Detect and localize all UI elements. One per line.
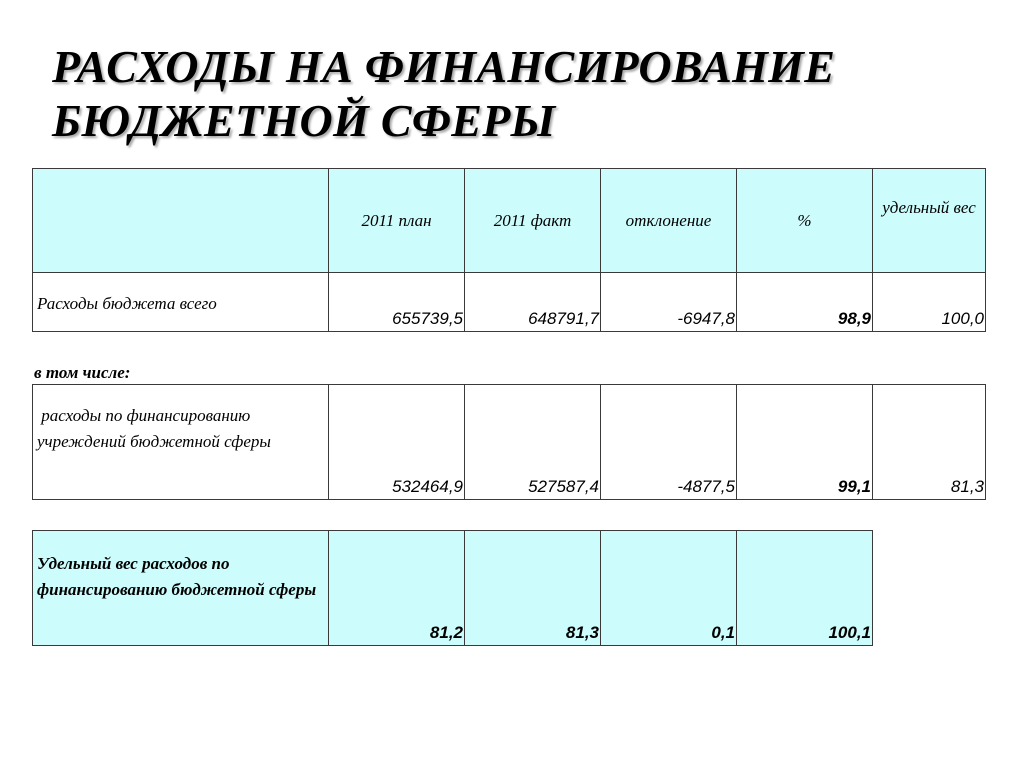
share-row-plan-value: 81,2 [429, 623, 463, 642]
institutions-row-share-cell [872, 384, 986, 500]
institutions-row-percent-cell [736, 384, 873, 500]
total-row-label: Расходы бюджета всего [37, 294, 217, 313]
share-row-percent-value: 100,1 [828, 623, 871, 642]
page-title-line-2: БЮДЖЕТНОЙ СФЕРЫ [52, 95, 556, 146]
institutions-row-plan-value: 532464,9 [392, 477, 463, 496]
share-row-label-cell [32, 530, 329, 646]
institutions-row-plan-cell [328, 384, 465, 500]
page-title-line-1: РАСХОДЫ НА ФИНАНСИРОВАНИЕ [52, 41, 836, 92]
header-cell-plan [328, 168, 465, 273]
total-row-label-cell [32, 272, 329, 332]
share-row-label: Удельный вес расходов по финансированию бюджетной сферы [37, 554, 317, 599]
header-cell-deviation [600, 168, 737, 273]
total-row-percent-cell [736, 272, 873, 332]
share-row-plan-cell [328, 530, 465, 646]
share-row-fact-value: 81,3 [565, 623, 599, 642]
total-row-fact-cell [464, 272, 601, 332]
page-title [52, 40, 835, 148]
institutions-row-label: расходы по финансированию учреждений бюджетной сферы [37, 406, 271, 451]
share-row-fact-cell [464, 530, 601, 646]
institutions-row-share-value: 81,3 [950, 477, 984, 496]
header-cell-share [872, 168, 986, 273]
total-row-deviation-cell [600, 272, 737, 332]
share-row-deviation-cell [600, 530, 737, 646]
total-row-percent-value: 98,9 [837, 309, 871, 328]
total-row-fact-value: 648791,7 [528, 309, 599, 328]
institutions-row-fact-cell [464, 384, 601, 500]
header-share-label: удельный вес [882, 198, 976, 217]
total-row-deviation-value: -6947,8 [677, 309, 735, 328]
institutions-row-label-cell [32, 384, 329, 500]
total-row-plan-value: 655739,5 [392, 309, 463, 328]
institutions-row-fact-value: 527587,4 [528, 477, 599, 496]
share-row-percent-cell [736, 530, 873, 646]
header-percent-label: % [797, 211, 812, 230]
share-row-deviation-value: 0,1 [711, 623, 735, 642]
header-cell-empty [32, 168, 329, 273]
total-row-share-cell [872, 272, 986, 332]
institutions-row-deviation-value: -4877,5 [677, 477, 735, 496]
header-deviation-label: отклонение [625, 211, 712, 230]
including-label: в том числе: [34, 363, 131, 382]
header-cell-fact [464, 168, 601, 273]
header-cell-percent [736, 168, 873, 273]
institutions-row-percent-value: 99,1 [837, 477, 871, 496]
header-plan-label: 2011 план [361, 211, 432, 230]
institutions-row-deviation-cell [600, 384, 737, 500]
header-fact-label: 2011 факт [493, 211, 572, 230]
total-row-plan-cell [328, 272, 465, 332]
total-row-share-value: 100,0 [941, 309, 984, 328]
